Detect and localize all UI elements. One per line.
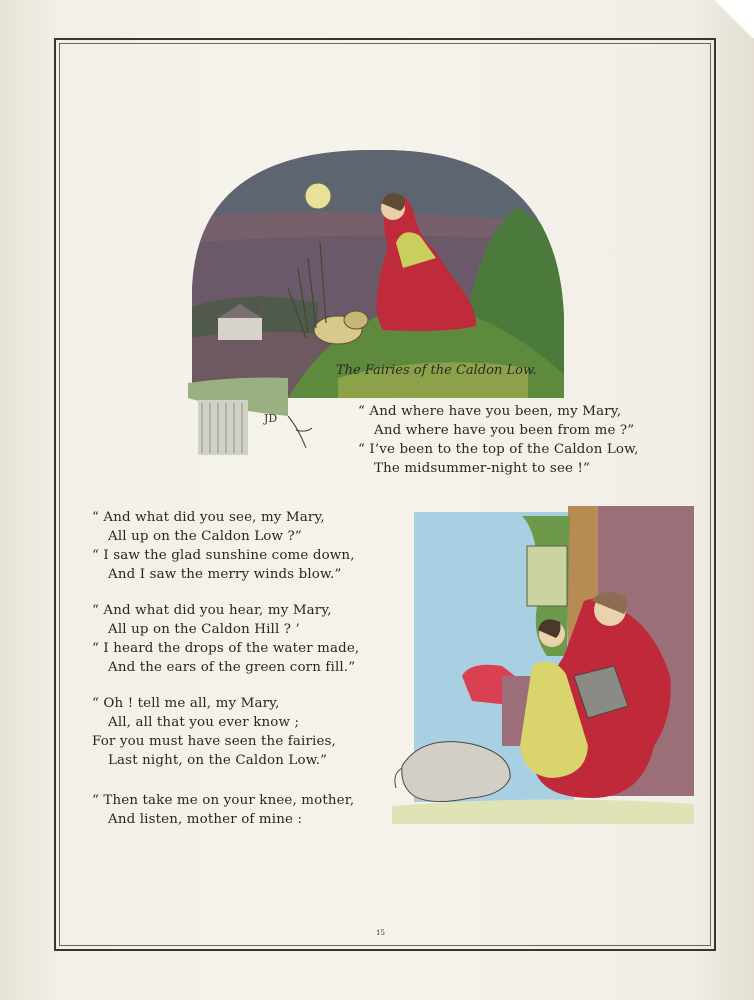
poem-line: All, all that you ever know ; bbox=[108, 715, 300, 730]
stanza-4 bbox=[92, 694, 336, 770]
poem-line: And I saw the merry winds blow.” bbox=[108, 567, 342, 582]
illustration-title: The Fairies of the Caldon Low. bbox=[336, 363, 537, 378]
page-corner bbox=[694, 0, 754, 38]
stanza-1 bbox=[358, 402, 639, 478]
page-number: 15 bbox=[376, 929, 385, 937]
poem-line: For you must have seen the fairies, bbox=[92, 734, 336, 749]
poem-line: “ Oh ! tell me all, my Mary, bbox=[92, 696, 280, 711]
poem-line: And listen, mother of mine : bbox=[108, 812, 303, 827]
poem-line: And the ears of the green corn fill.” bbox=[108, 660, 356, 675]
poem-line: “ And where have you been, my Mary, bbox=[358, 404, 622, 419]
poem-line: “ I heard the drops of the water made, bbox=[92, 641, 360, 656]
stanza-3 bbox=[92, 601, 359, 677]
poem-line: The midsummer-night to see !” bbox=[374, 461, 591, 476]
stanza-2 bbox=[92, 508, 355, 584]
illustration-mother-and-child bbox=[392, 506, 694, 824]
poem-line: “ I’ve been to the top of the Caldon Low, bbox=[358, 442, 639, 457]
poem-line: “ I saw the glad sunshine come down, bbox=[92, 548, 355, 563]
poem-line: “ And what did you see, my Mary, bbox=[92, 510, 325, 525]
illustrator-monogram: JD bbox=[264, 412, 278, 425]
poem-line: All up on the Caldon Low ?” bbox=[108, 529, 302, 544]
poem-line: And where have you been from me ?” bbox=[374, 423, 635, 438]
poem-line: “ And what did you hear, my Mary, bbox=[92, 603, 332, 618]
poem-line: “ Then take me on your knee, mother, bbox=[92, 793, 355, 808]
poem-line: All up on the Caldon Hill ? ’ bbox=[108, 622, 300, 637]
poem-line: Last night, on the Caldon Low.” bbox=[108, 753, 328, 768]
stanza-5 bbox=[92, 791, 354, 829]
